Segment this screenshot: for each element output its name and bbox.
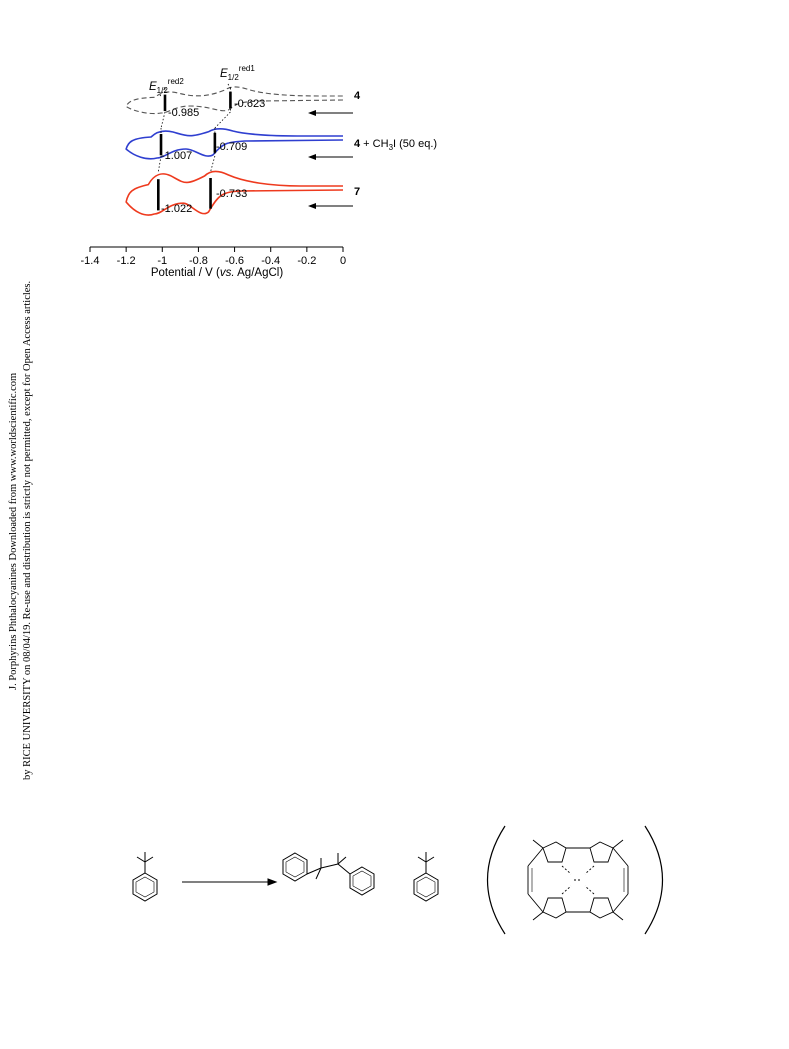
e-half-connector — [215, 112, 231, 128]
x-axis-title-suffix: Ag/AgCl) — [234, 267, 284, 279]
side-notice-line1: J. Porphyrins Phthalocyanines Downloaded from www.worldscientific.com — [8, 372, 19, 690]
value-label-7-red1: -0.733 — [216, 188, 248, 200]
e-half-connector — [161, 112, 165, 128]
value-label-blue-red2: -1.007 — [161, 150, 193, 162]
series-label-7: 7 — [354, 186, 361, 198]
x-axis-title — [151, 267, 283, 279]
value-label-7-red2: -1.022 — [161, 203, 193, 215]
left-parenthesis — [488, 826, 506, 934]
scan-arrow-4-ch3i — [308, 154, 353, 160]
x-axis-ticks — [81, 247, 347, 267]
right-parenthesis — [645, 826, 663, 934]
value-label-4-red2: -0.985 — [168, 107, 200, 119]
series-label-4-ch3i-end: I (50 eq.) — [393, 138, 438, 150]
series-label-4-ch3i — [354, 138, 437, 152]
series-label-4-ch3i-bold: 4 — [354, 138, 361, 150]
x-tick-label: -0.2 — [297, 255, 317, 267]
x-axis-title-vs: vs. — [219, 267, 235, 279]
x-axis-title-prefix: Potential / V ( — [150, 267, 220, 279]
x-tick-label: -0.4 — [261, 255, 281, 267]
x-tick-label: -1 — [157, 255, 168, 267]
x-tick-label: -1.4 — [80, 255, 100, 267]
e-half-red2-base: E — [149, 81, 157, 93]
series-label-4-ch3i-sub: 3 — [388, 143, 394, 152]
scan-arrow-7 — [308, 203, 353, 209]
x-tick-label: -1.2 — [116, 255, 136, 267]
e-half-red1-label — [220, 64, 255, 82]
x-tick-label: -0.6 — [225, 255, 245, 267]
side-notice-line2: by RICE UNIVERSITY on 08/04/19. Re-use and distribution is strictly not permitted, except for Open Access articles. — [22, 280, 33, 780]
e-half-red1-base: E — [220, 68, 228, 80]
e-half-red2-sub: 1/2 — [156, 86, 168, 95]
e-half-red2-label — [149, 77, 184, 95]
tert-butylbenzene-molecule-2 — [414, 852, 438, 901]
cyclic-voltammogram — [81, 64, 438, 279]
series-label-4-ch3i-mid: + CH — [360, 138, 389, 150]
e-half-red1-sub: 1/2 — [227, 73, 239, 82]
e-half-red2-sup: red2 — [167, 77, 184, 86]
e-half-connector — [211, 156, 215, 172]
svg-text:E1/2red2 — [149, 77, 184, 95]
value-label-blue-red1: -0.709 — [216, 141, 248, 153]
svg-text:E1/2red1 — [220, 64, 255, 82]
porphyrin-molecule — [528, 840, 628, 920]
value-label-4-red1: -0.623 — [234, 98, 266, 110]
series-label-4: 4 — [354, 90, 361, 102]
x-tick-label: -0.8 — [188, 255, 208, 267]
tert-butylbenzene-molecule — [133, 852, 157, 901]
scan-arrow-4 — [308, 110, 353, 116]
e-half-red1-sup: red1 — [238, 64, 255, 73]
reaction-scheme — [133, 826, 663, 934]
reaction-arrow — [182, 879, 276, 885]
dimer-molecule — [283, 853, 374, 895]
x-tick-label: 0 — [339, 255, 347, 267]
side-notice — [8, 281, 33, 780]
